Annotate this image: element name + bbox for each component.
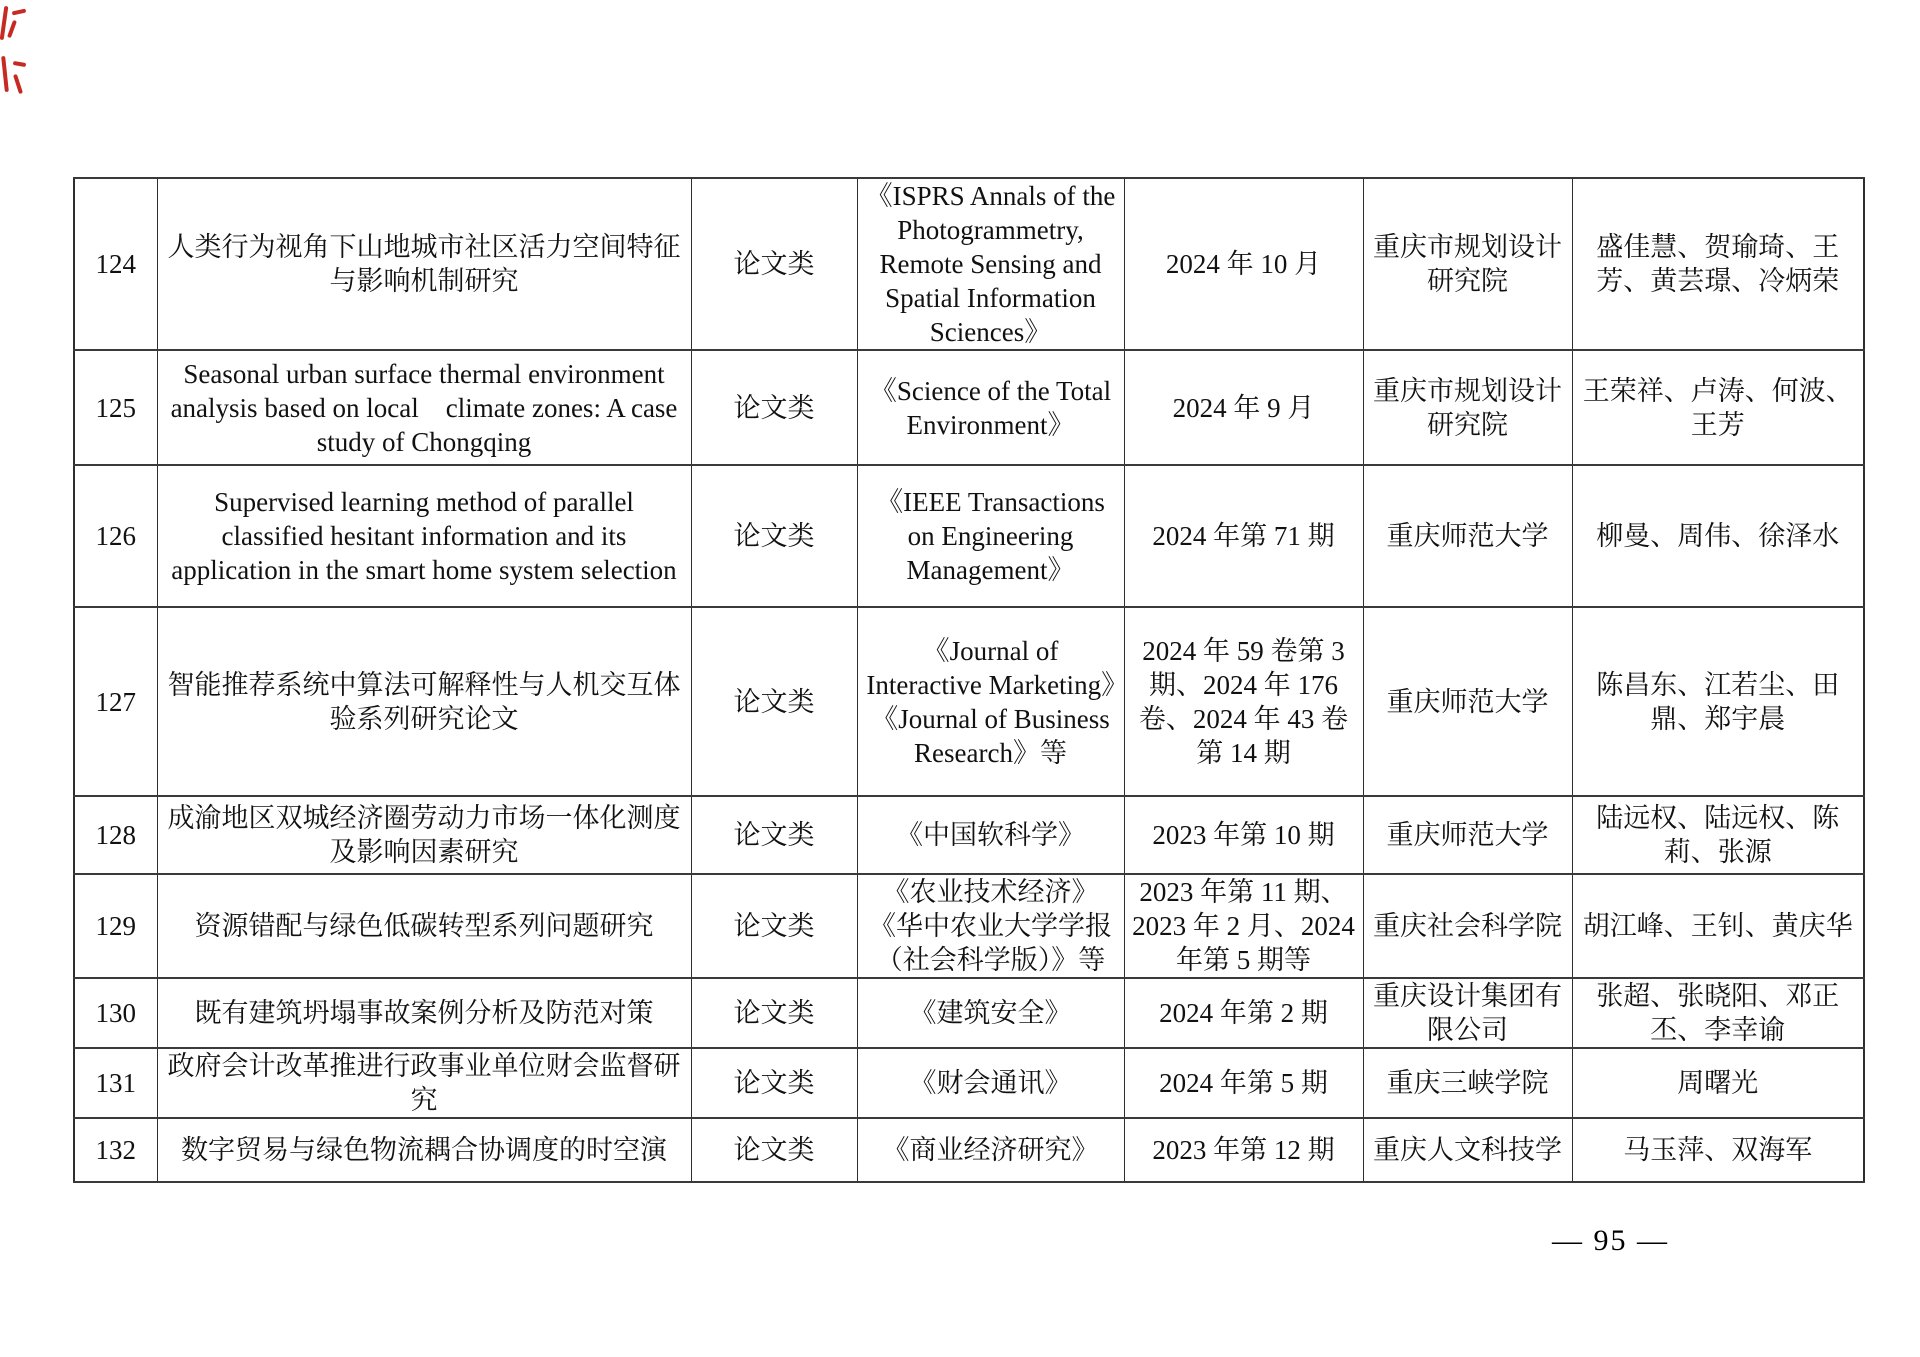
table-row bbox=[74, 178, 1864, 350]
table-row bbox=[74, 350, 1864, 465]
cell-category: 论文类 bbox=[691, 796, 857, 874]
cell-no: 131 bbox=[74, 1048, 157, 1118]
cell-journal: 《农业技术经济》《华中农业大学学报（社会科学版）》等 bbox=[857, 874, 1124, 978]
cell-title: 智能推荐系统中算法可解释性与人机交互体验系列研究论文 bbox=[157, 607, 691, 796]
awards-table bbox=[73, 177, 1865, 1183]
cell-category: 论文类 bbox=[691, 607, 857, 796]
red-scan-edge-marks bbox=[0, 4, 30, 99]
cell-no: 124 bbox=[74, 178, 157, 350]
cell-journal: 《建筑安全》 bbox=[857, 978, 1124, 1048]
cell-institution: 重庆人文科技学 bbox=[1363, 1118, 1572, 1182]
cell-date: 2023 年第 10 期 bbox=[1124, 796, 1363, 874]
cell-institution: 重庆三峡学院 bbox=[1363, 1048, 1572, 1118]
cell-no: 132 bbox=[74, 1118, 157, 1182]
cell-title: 资源错配与绿色低碳转型系列问题研究 bbox=[157, 874, 691, 978]
cell-title: 成渝地区双城经济圈劳动力市场一体化测度及影响因素研究 bbox=[157, 796, 691, 874]
cell-no: 126 bbox=[74, 465, 157, 607]
cell-no: 128 bbox=[74, 796, 157, 874]
cell-authors: 胡江峰、王钊、黄庆华 bbox=[1572, 874, 1864, 978]
cell-category: 论文类 bbox=[691, 978, 857, 1048]
cell-title: 人类行为视角下山地城市社区活力空间特征与影响机制研究 bbox=[157, 178, 691, 350]
cell-title: 政府会计改革推进行政事业单位财会监督研究 bbox=[157, 1048, 691, 1118]
cell-journal: 《Journal of Interactive Marketing》《Journal of Business Research》等 bbox=[857, 607, 1124, 796]
cell-journal: 《Science of the Total Environment》 bbox=[857, 350, 1124, 465]
table-row bbox=[74, 1048, 1864, 1118]
cell-authors: 张超、张晓阳、邓正丕、李幸谕 bbox=[1572, 978, 1864, 1048]
cell-institution: 重庆师范大学 bbox=[1363, 607, 1572, 796]
cell-institution: 重庆市规划设计研究院 bbox=[1363, 350, 1572, 465]
cell-date: 2024 年第 2 期 bbox=[1124, 978, 1363, 1048]
cell-authors: 周曙光 bbox=[1572, 1048, 1864, 1118]
cell-no: 130 bbox=[74, 978, 157, 1048]
cell-date: 2023 年第 12 期 bbox=[1124, 1118, 1363, 1182]
cell-institution: 重庆社会科学院 bbox=[1363, 874, 1572, 978]
cell-authors: 陆远权、陆远权、陈莉、张源 bbox=[1572, 796, 1864, 874]
cell-date: 2024 年第 71 期 bbox=[1124, 465, 1363, 607]
awards-table-body bbox=[74, 178, 1864, 1182]
cell-no: 127 bbox=[74, 607, 157, 796]
cell-institution: 重庆师范大学 bbox=[1363, 796, 1572, 874]
cell-date: 2024 年 9 月 bbox=[1124, 350, 1363, 465]
cell-journal: 《中国软科学》 bbox=[857, 796, 1124, 874]
cell-category: 论文类 bbox=[691, 1118, 857, 1182]
cell-journal: 《财会通讯》 bbox=[857, 1048, 1124, 1118]
cell-date: 2024 年 59 卷第 3 期、2024 年 176 卷、2024 年 43 卷第 14 期 bbox=[1124, 607, 1363, 796]
table-row bbox=[74, 796, 1864, 874]
cell-authors: 马玉萍、双海军 bbox=[1572, 1118, 1864, 1182]
cell-no: 129 bbox=[74, 874, 157, 978]
page-number: — 95 — bbox=[1552, 1224, 1669, 1257]
cell-date: 2024 年 10 月 bbox=[1124, 178, 1363, 350]
table-row bbox=[74, 607, 1864, 796]
table-row bbox=[74, 465, 1864, 607]
cell-category: 论文类 bbox=[691, 178, 857, 350]
cell-title: 数字贸易与绿色物流耦合协调度的时空演 bbox=[157, 1118, 691, 1182]
table-row bbox=[74, 874, 1864, 978]
cell-institution: 重庆设计集团有限公司 bbox=[1363, 978, 1572, 1048]
cell-institution: 重庆师范大学 bbox=[1363, 465, 1572, 607]
awards-table-wrap bbox=[73, 177, 1865, 1183]
cell-title: Seasonal urban surface thermal environment analysis based on local climate zones: A case study of Chongqing bbox=[157, 350, 691, 465]
cell-category: 论文类 bbox=[691, 465, 857, 607]
cell-journal: 《商业经济研究》 bbox=[857, 1118, 1124, 1182]
cell-category: 论文类 bbox=[691, 874, 857, 978]
cell-institution: 重庆市规划设计研究院 bbox=[1363, 178, 1572, 350]
cell-authors: 柳曼、周伟、徐泽水 bbox=[1572, 465, 1864, 607]
cell-category: 论文类 bbox=[691, 350, 857, 465]
cell-title: 既有建筑坍塌事故案例分析及防范对策 bbox=[157, 978, 691, 1048]
cell-no: 125 bbox=[74, 350, 157, 465]
cell-journal: 《ISPRS Annals of the Photogrammetry, Remote Sensing and Spatial Information Sciences》 bbox=[857, 178, 1124, 350]
table-row bbox=[74, 978, 1864, 1048]
cell-authors: 陈昌东、江若尘、田鼎、郑宇晨 bbox=[1572, 607, 1864, 796]
cell-authors: 王荣祥、卢涛、何波、王芳 bbox=[1572, 350, 1864, 465]
cell-date: 2024 年第 5 期 bbox=[1124, 1048, 1363, 1118]
cell-date: 2023 年第 11 期、2023 年 2 月、2024 年第 5 期等 bbox=[1124, 874, 1363, 978]
table-row bbox=[74, 1118, 1864, 1182]
cell-title: Supervised learning method of parallel classified hesitant information and its application in the smart home system selection bbox=[157, 465, 691, 607]
cell-category: 论文类 bbox=[691, 1048, 857, 1118]
cell-journal: 《IEEE Transactions on Engineering Management》 bbox=[857, 465, 1124, 607]
cell-authors: 盛佳慧、贺瑜琦、王芳、黄芸璟、冷炳荣 bbox=[1572, 178, 1864, 350]
